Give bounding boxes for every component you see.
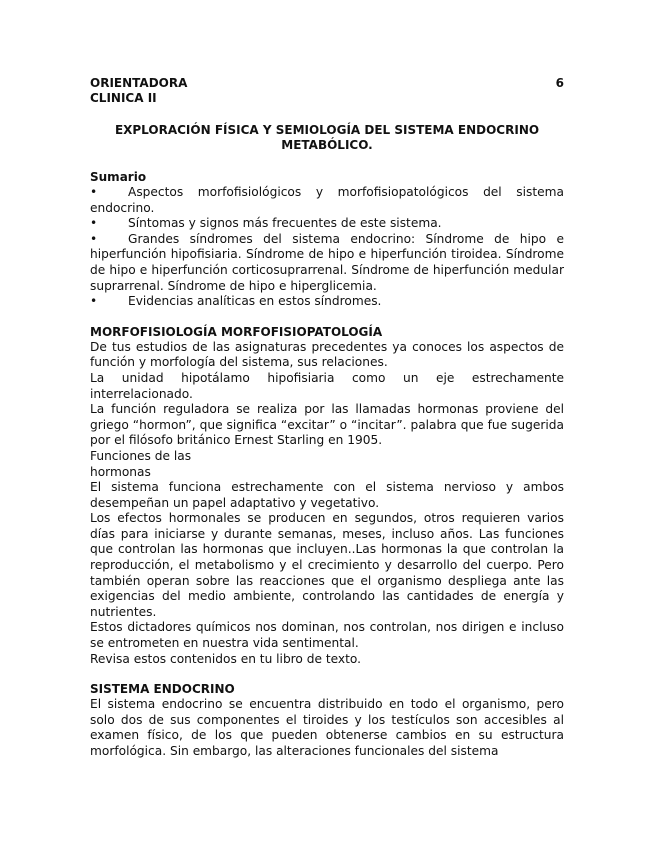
- morphophysiology-heading: MORFOFISIOLOGÍA MORFOFISIOPATOLOGÍA: [90, 324, 383, 339]
- bullet-icon: •: [90, 185, 98, 199]
- paragraph: Estos dictadores químicos nos dominan, nos controlan, nos dirigen e incluso se entrometen en nuestra vida sentimental.: [90, 620, 564, 651]
- summary-item: [90, 232, 564, 294]
- paragraph: El sistema funciona estrechamente con el sistema nervioso y ambos desempeñan un papel adaptativo y vegetativo.: [90, 480, 564, 510]
- summary-heading: Sumario: [90, 170, 147, 184]
- morphophysiology-section: [90, 325, 564, 667]
- page-number: 6: [555, 76, 564, 90]
- header-line-2: CLINICA II: [90, 91, 157, 105]
- title-line-2: METABÓLICO.: [281, 138, 373, 152]
- paragraph: De tus estudios de las asignaturas precedentes ya conoces los aspectos de función y morfología del sistema, sus relaciones.: [90, 339, 564, 370]
- summary-item: [90, 185, 564, 216]
- endocrine-system-section: [90, 682, 564, 759]
- bullet-icon: •: [90, 294, 98, 309]
- summary-item: [90, 294, 564, 310]
- paragraph: Los efectos hormonales se producen en segundos, otros requieren varios días para iniciarse y durante semanas, meses, incluso años. Las funciones que controlan las hormonas que incluyen..Las hormonas la que controlan la reproducción, el metabolismo y el crecimiento y desarrollo del cuerpo. Pero también operan sobre las reacciones que el organismo despliega ante las exigencias del medio ambiente, controlando las cantidades de energía y nutrientes.: [90, 511, 564, 619]
- paragraph: Revisa estos contenidos en tu libro de texto.: [90, 651, 362, 666]
- summary-section: [90, 170, 564, 310]
- endocrine-system-heading: SISTEMA ENDOCRINO: [90, 682, 235, 697]
- document-title: [90, 123, 564, 153]
- paragraph-line: hormonas: [90, 464, 151, 479]
- document-page: [90, 76, 564, 760]
- summary-item-text: Evidencias analíticas en estos síndromes.: [128, 294, 382, 309]
- summary-item-text: Grandes síndromes del sistema endocrino: Síndrome de hipo e hiperfunción hipofisiaria. Síndrome de hipo e hiperfunción tiroidea. Síndrome de hipo e hiperfunción corticosuprarrenal. Síndrome de hiperfunción medular suprarrenal. Síndrome de hipo e hiperglicemia.: [90, 231, 564, 293]
- header-course: [90, 76, 187, 106]
- page-header: [90, 76, 564, 106]
- paragraph: La función reguladora se realiza por las llamadas hormonas proviene del griego “hormon”, que significa “excitar” o “incitar”. palabra que fue sugerida por el filósofo británico Ernest Starling en 1905.: [90, 402, 564, 448]
- paragraph: El sistema endocrino se encuentra distribuido en todo el organismo, pero solo dos de sus componentes el tiroides y los testículos son accesibles al examen físico, de los que pueden obtenerse cambios en su estructura morfológica. Sin embargo, las alteraciones funcionales del sistema: [90, 697, 564, 758]
- summary-item-text: Síntomas y signos más frecuentes de este sistema.: [128, 216, 442, 231]
- bullet-icon: •: [90, 216, 98, 231]
- summary-item-text: Aspectos morfofisiológicos y morfofisiopatológicos del sistema endocrino.: [90, 185, 564, 215]
- header-line-1: ORIENTADORA: [90, 76, 188, 90]
- summary-item: [90, 216, 564, 232]
- bullet-icon: •: [90, 231, 98, 246]
- paragraph: La unidad hipotálamo hipofisiaria como un eje estrechamente interrelacionado.: [90, 370, 564, 401]
- title-line-1: EXPLORACIÓN FÍSICA Y SEMIOLOGÍA DEL SISTEMA ENDOCRINO: [114, 123, 540, 137]
- paragraph-line: Funciones de las: [90, 448, 192, 463]
